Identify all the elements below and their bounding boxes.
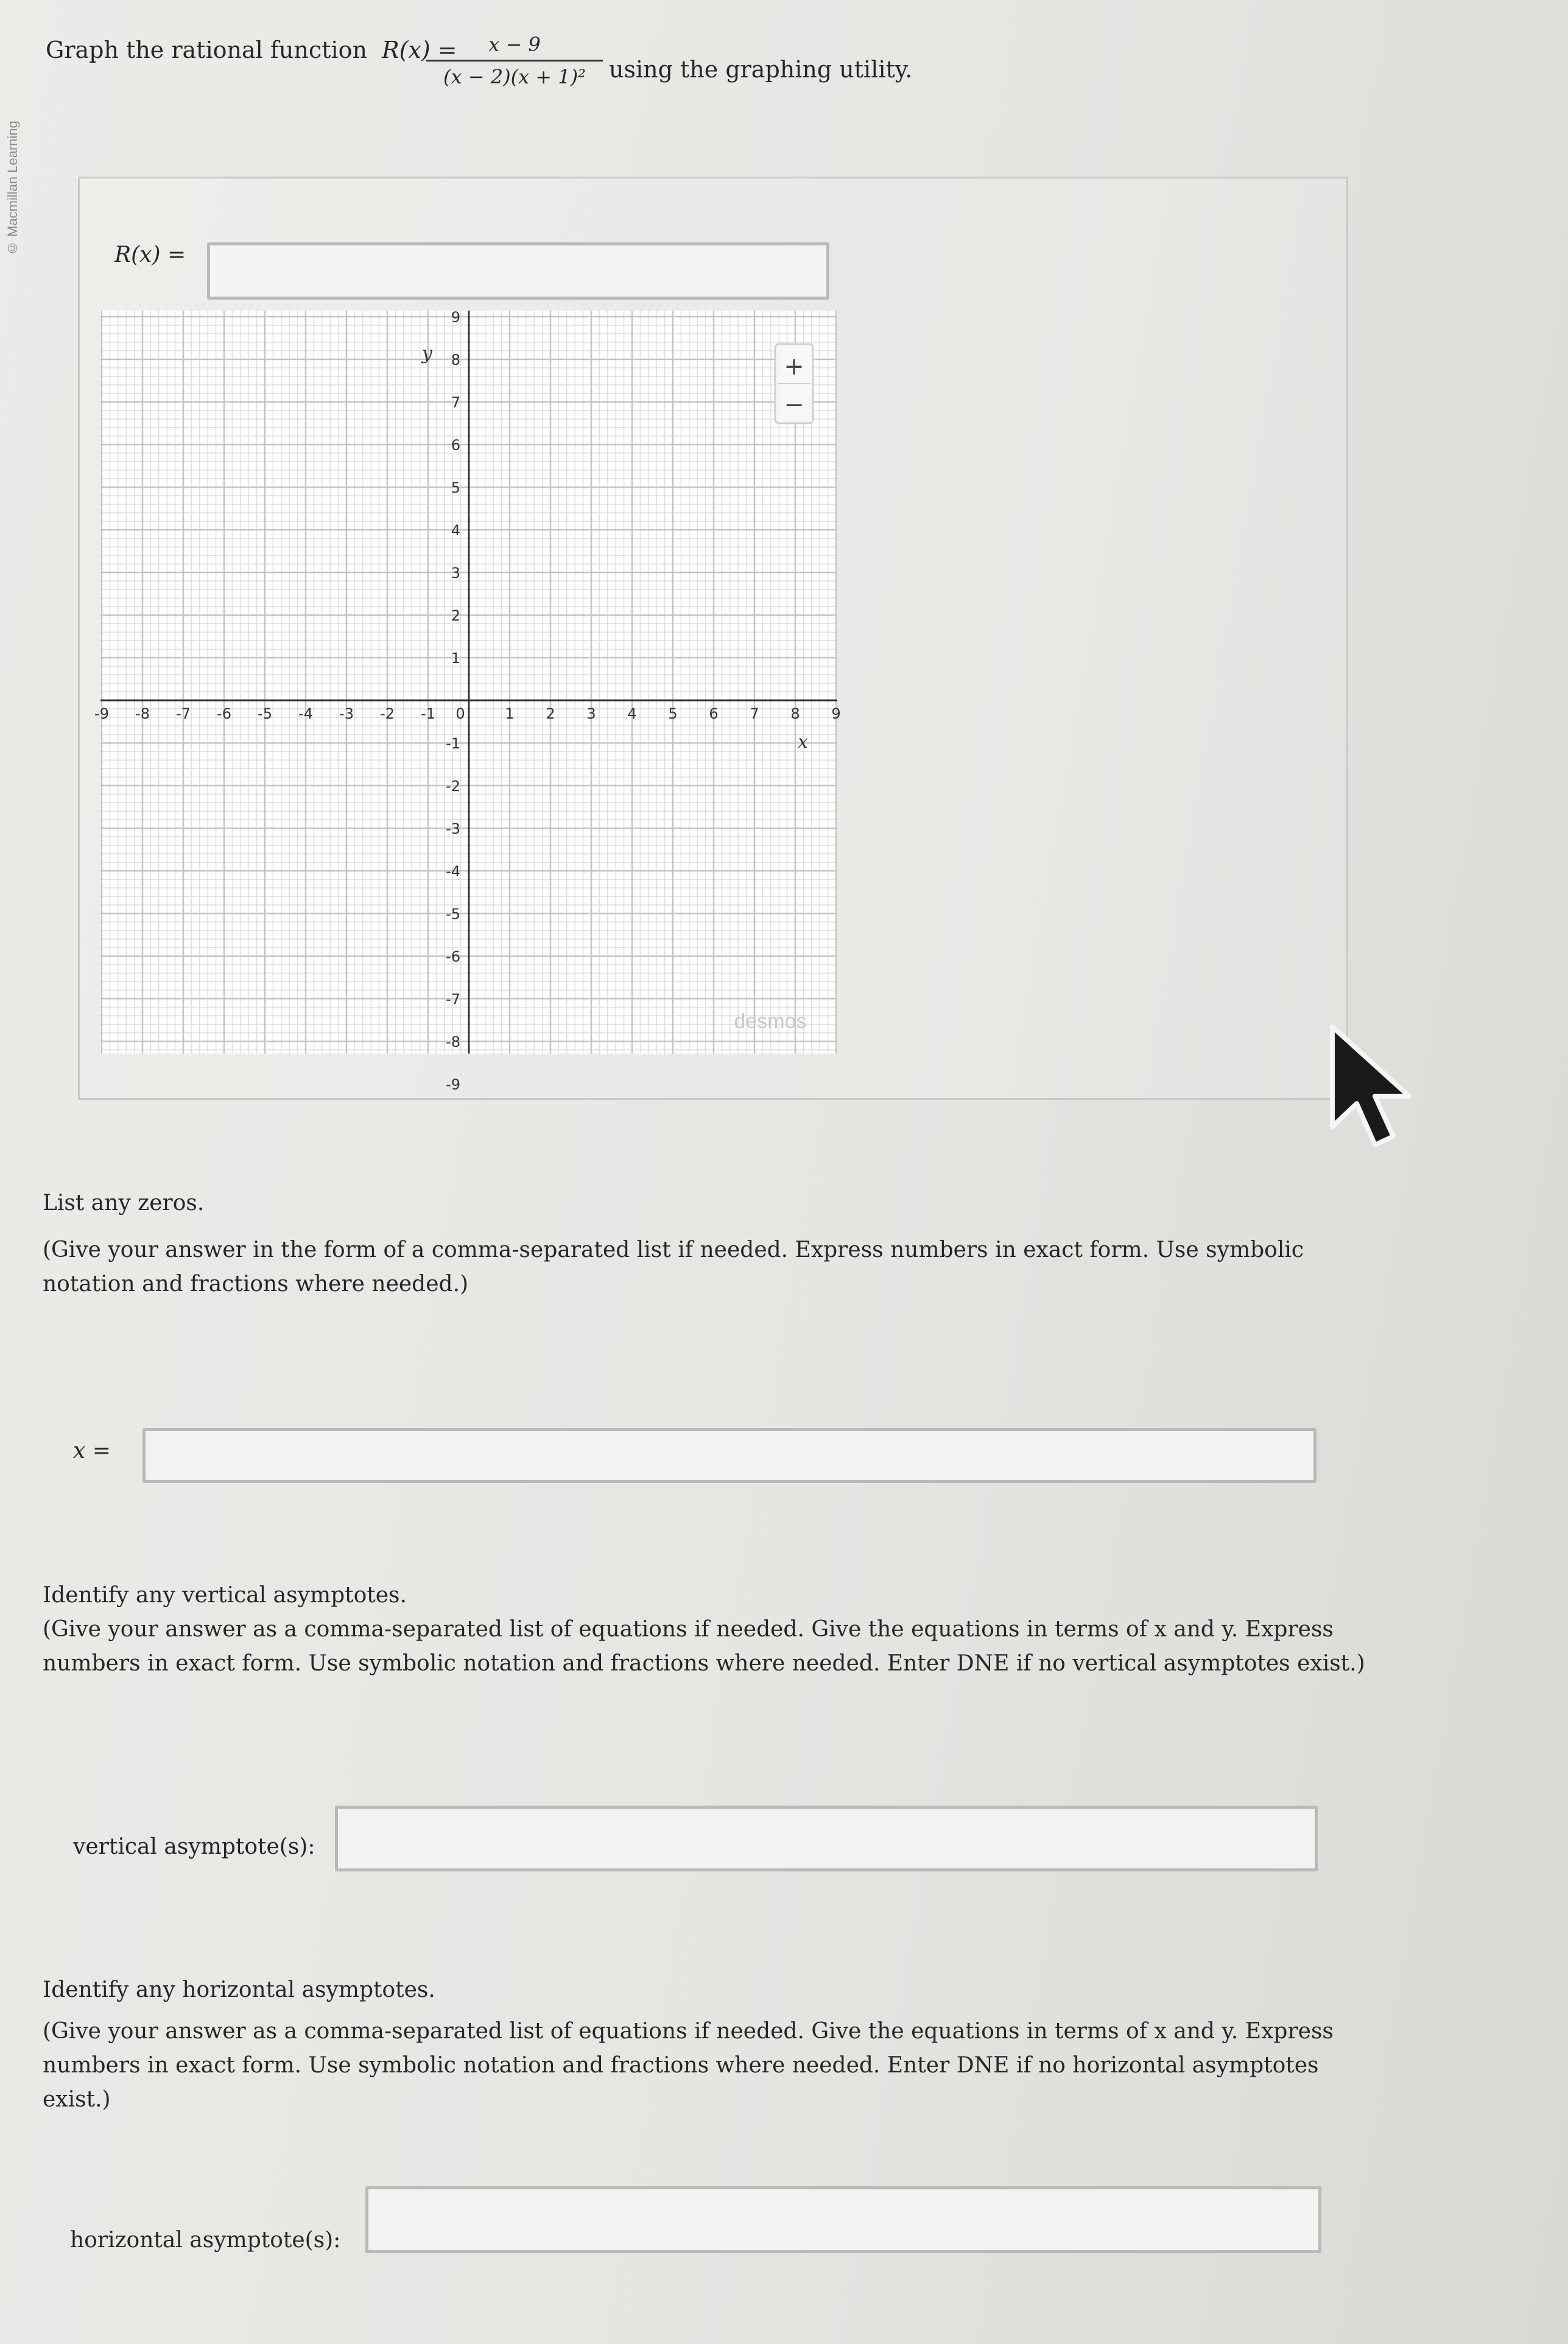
y-tick-label: -8 (446, 1033, 460, 1051)
y-tick-label: 7 (451, 394, 460, 411)
x-tick-label: -1 (421, 705, 435, 722)
x-tick-label: 4 (627, 705, 637, 722)
vertical-asymptotes-input[interactable] (335, 1806, 1318, 1871)
y-tick-label: 9 (451, 309, 460, 326)
x-tick-label: 9 (831, 705, 841, 722)
function-fraction (426, 33, 603, 88)
x-tick-label: 5 (668, 705, 678, 722)
horizontal-asymptotes-label: horizontal asymptote(s): (70, 2228, 341, 2253)
x-tick-label: 7 (750, 705, 759, 722)
zoom-out-button[interactable]: − (784, 391, 804, 419)
y-tick-label: -5 (446, 906, 460, 923)
x-tick-label: -4 (298, 705, 313, 722)
x-tick-label: -2 (380, 705, 395, 722)
y-tick-label: -3 (446, 820, 460, 837)
x-tick-label-0: 0 (455, 705, 465, 722)
fraction-bar (426, 60, 603, 62)
copyright-credit: © Macmillan Learning (5, 121, 20, 256)
horizontal-asymptotes-instructions: (Give your answer as a comma-separated list of equations if needed. Give the equations in terms of x and y. Express numbers in exact form. Use symbolic notation and fractions where needed. Enter DNE if no horizontal asymptotes exist.) (43, 2019, 1334, 2112)
x-tick-label: -8 (135, 705, 150, 722)
function-input-label: R(x) = (114, 242, 186, 267)
fraction-numerator: x − 9 (488, 33, 541, 56)
y-tick-label: 1 (451, 650, 460, 667)
y-tick-label: -1 (446, 735, 460, 752)
x-tick-label: -5 (258, 705, 272, 722)
x-tick-label: 6 (709, 705, 719, 722)
x-tick-label: -7 (176, 705, 191, 722)
graphing-utility[interactable] (94, 309, 841, 1093)
x-tick-label: -9 (94, 705, 109, 722)
y-tick-label: 8 (451, 351, 460, 368)
y-tick-label: 3 (451, 565, 460, 582)
y-tick-label: -2 (446, 778, 460, 795)
x-tick-label: 2 (546, 705, 555, 722)
x-tick-label: -3 (339, 705, 354, 722)
problem-prompt (46, 37, 457, 63)
mouse-cursor-icon (1327, 1023, 1425, 1157)
y-tick-label: -7 (446, 991, 460, 1008)
fraction-denominator: (x − 2)(x + 1)² (443, 65, 586, 88)
zoom-controls (775, 344, 813, 423)
graph-canvas[interactable] (94, 309, 841, 1093)
x-tick-label: -6 (217, 705, 231, 722)
prompt-tail: using the graphing utility. (609, 56, 913, 83)
prompt-lead: Graph the rational function (46, 37, 367, 63)
y-axis-letter: y (422, 343, 432, 364)
vertical-asymptotes-question: Identify any vertical asymptotes. (43, 1583, 407, 1608)
y-tick-label: -6 (446, 948, 460, 965)
zeros-question: List any zeros. (43, 1191, 205, 1216)
x-tick-label: 3 (586, 705, 596, 722)
y-tick-label: -9 (446, 1076, 460, 1093)
zoom-in-button[interactable]: + (784, 353, 804, 381)
vertical-asymptotes-label: vertical asymptote(s): (73, 1834, 315, 1859)
x-tick-label: 8 (790, 705, 800, 722)
vertical-asymptotes-instructions: (Give your answer as a comma-separated list of equations if needed. Give the equations in terms of x and y. Express numbers in exact form. Use symbolic notation and fractions where needed. Enter DNE if no vertical asymptotes exist.) (43, 1617, 1365, 1676)
x-axis-letter: x (798, 731, 808, 753)
zeros-instructions: (Give your answer in the form of a comma-separated list if needed. Express numbers in exact form. Use symbolic notation and fractions where needed.) (43, 1237, 1304, 1297)
x-tick-label: 1 (505, 705, 515, 722)
function-name: R(x) = (382, 37, 457, 63)
desmos-watermark: desmos (734, 1010, 807, 1033)
y-tick-label: -4 (446, 863, 460, 880)
function-input[interactable] (207, 242, 829, 300)
y-tick-label: 4 (451, 522, 460, 539)
zeros-input[interactable] (142, 1428, 1317, 1483)
horizontal-asymptotes-input[interactable] (365, 2186, 1321, 2253)
horizontal-asymptotes-question: Identify any horizontal asymptotes. (43, 1977, 435, 2002)
y-tick-label: 2 (451, 607, 460, 624)
zeros-label: x = (73, 1438, 111, 1463)
y-tick-label: 6 (451, 437, 460, 454)
y-tick-label: 5 (451, 479, 460, 496)
